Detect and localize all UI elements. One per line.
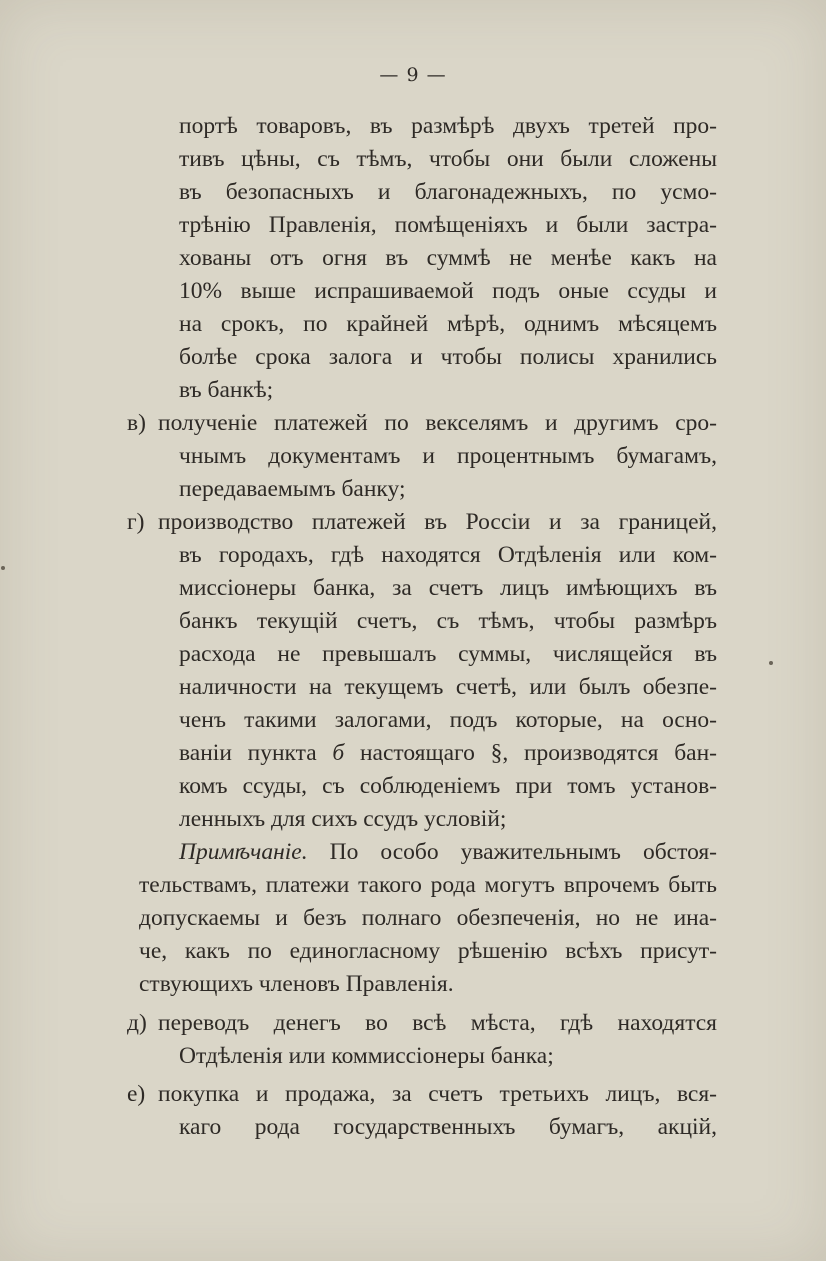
note-line: ствующихъ членовъ Правленiя. xyxy=(139,971,454,997)
text-line: наличности на текущемъ счетѣ, или былъ обезпе- xyxy=(179,674,717,700)
text-line: расхода не превышалъ суммы, числящейся въ xyxy=(179,641,717,667)
text-line: портѣ товаровъ, въ размѣрѣ двухъ третей про- xyxy=(179,113,717,139)
text-line: тивъ цѣны, съ тѣмъ, чтобы они были сложены xyxy=(179,146,717,172)
italic-reference: б xyxy=(332,740,345,766)
text-line: ленныхъ для сихъ ссудъ условiй; xyxy=(179,806,507,832)
text-line xyxy=(179,737,717,769)
text-line: покупка и продажа, за счетъ третьихъ лицъ, вся- xyxy=(158,1081,717,1107)
text-line: въ городахъ, гдѣ находятся Отдѣленiя или ком- xyxy=(179,542,717,568)
text-segment: ванiи пункта xyxy=(179,740,333,766)
note-line: допускаемы и безъ полнаго обезпеченiя, но не ина- xyxy=(139,905,717,931)
text-line: хованы отъ огня въ суммѣ не менѣе какъ на xyxy=(179,245,717,271)
item-marker-g: г) xyxy=(127,509,145,535)
text-line: ченъ такими залогами, подъ которые, на осно- xyxy=(179,707,717,733)
note-line: тельствамъ, платежи такого рода могутъ впрочемъ быть xyxy=(139,872,717,898)
text-line: въ безопасныхъ и благонадежныхъ, по усмо- xyxy=(179,179,717,205)
text-line: трѣнiю Правленiя, помѣщенiяхъ и были застра- xyxy=(179,212,717,238)
text-line: каго рода государственныхъ бумагъ, акцiй, xyxy=(179,1114,717,1140)
item-marker-v: в) xyxy=(127,410,146,436)
text-line: чнымъ документамъ и процентнымъ бумагамъ, xyxy=(179,443,717,469)
text-line: болѣе срока залога и чтобы полисы хранились xyxy=(179,344,717,370)
text-line: комъ ссуды, съ соблюденiемъ при томъ установ- xyxy=(179,773,717,799)
text-segment: По особо уважительнымъ обстоя- xyxy=(329,839,717,865)
paper-speck xyxy=(1,566,5,570)
item-marker-e: е) xyxy=(127,1081,146,1107)
text-line: въ банкѣ; xyxy=(179,377,274,403)
item-marker-d: д) xyxy=(127,1010,147,1036)
text-line: производство платежей въ Россiи и за границей, xyxy=(158,509,717,535)
text-line: 10% выше испрашиваемой подъ оные ссуды и xyxy=(179,278,717,304)
text-line: переводъ денегъ во всѣ мѣста, гдѣ находятся xyxy=(158,1010,717,1036)
text-line: банкъ текущiй счетъ, съ тѣмъ, чтобы размѣръ xyxy=(179,608,717,634)
text-segment: настоящаго §, производятся бан- xyxy=(344,740,717,766)
text-line: передаваемымъ банку; xyxy=(179,476,406,502)
page-number: — 9 — xyxy=(379,64,447,86)
text-line: на срокъ, по крайней мѣрѣ, однимъ мѣсяцемъ xyxy=(179,311,717,337)
text-line: Отдѣленiя или коммиссiонеры банка; xyxy=(179,1043,554,1069)
note-line: че, какъ по единогласному рѣшенiю всѣхъ присут- xyxy=(139,938,717,964)
paper-speck xyxy=(769,661,773,665)
text-line: полученiе платежей по векселямъ и другимъ сро- xyxy=(158,410,717,436)
note-line xyxy=(179,836,717,868)
text-line: миссiонеры банка, за счетъ лицъ имѣющихъ въ xyxy=(179,575,717,601)
note-label: Примѣчанiе. xyxy=(179,839,308,865)
